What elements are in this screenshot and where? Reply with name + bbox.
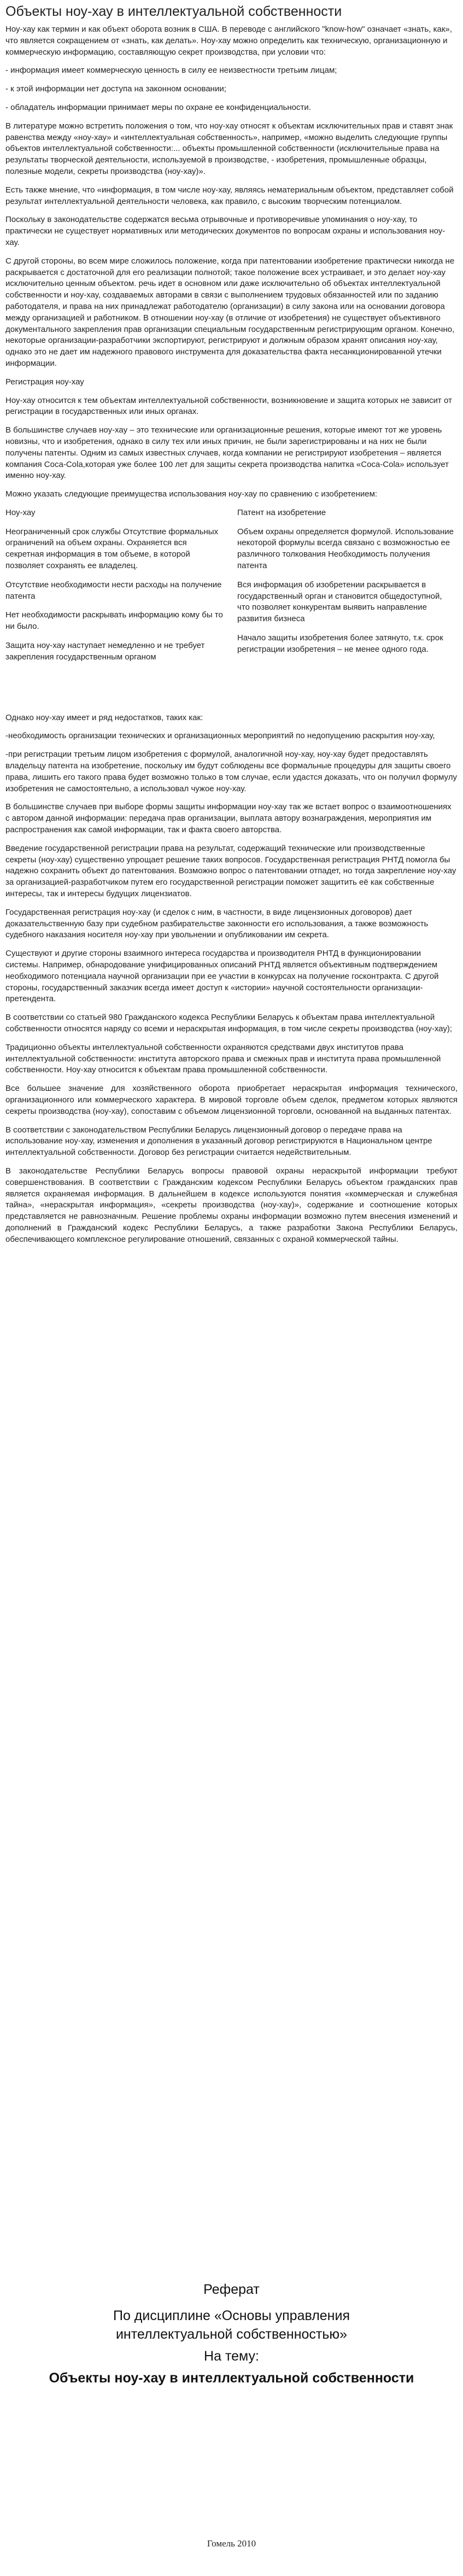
column-title: Патент на изобретение [237, 507, 326, 517]
comparison-item: Нет необходимости раскрывать информацию кому бы то ни было. [5, 610, 223, 632]
comparison-item: Объем охраны определяется формулой. Использование некоторой формулы всегда связано с возможностью ее различного толкования Необходимость получения патента [237, 527, 454, 571]
comparison-column-know-how [5, 507, 224, 671]
body-section-b [5, 395, 458, 500]
condition-item: - обладатель информации принимает меры по охране ее конфиденциальности. [5, 102, 311, 112]
comparison-item: Вся информация об изобретении раскрывается в государственный орган и становится общедоступной, что позволяет конкурентам выявить направление развития бизнеса [237, 580, 442, 624]
intro-paragraph: Ноу-хау как термин и как объект оборота возник в США. В переводе с английского "know-how" означает «знать, как», что является сокращением от «знать, как делать». Ноу-хау можно определить как техническую, организационную и коммерческую информацию, составляющую секрет производства, при условии что: [5, 25, 452, 57]
disadvantage-item: -при регистрации третьим лицом изобретения с формулой, аналогичной ноу-хау, ноу-хау будет предоставлять владельцу патента на изобретение, поскольку им будут соблюдены все формальные процедуры для защиты своего права, лишить его такого права будет возможно только в том случае, если удастся доказать, что он получил формулу изобретения не самостоятельно, а использовал чужое ноу-хау. [5, 750, 457, 793]
body-section-c [5, 802, 458, 1245]
condition-item: - к этой информации нет доступа на законном основании; [5, 84, 226, 94]
cover-referat: Реферат [203, 2282, 260, 2297]
body-paragraph: В соответствии с законодательством Республики Беларусь лицензионный договор о передаче права на использование ноу-хау, изменения и дополнения в указанный договор регистрируются в Национальном центре интеллектуальной собственности. Договор без регистрации считается недействительным. [5, 1125, 432, 1158]
disadvantages-section [5, 712, 458, 795]
intro-section [5, 24, 458, 114]
disadvantage-item: -необходимость организации технических и организационных мероприятий по недопущению раскрытия ноу-хау, [5, 731, 435, 741]
body-paragraph: Ноу-хау относится к тем объектам интеллектуальной собственности, возникновение и защита которых не зависит от регистрации в государственных или иных органах. [5, 395, 452, 417]
section-heading-registration: Регистрация ноу-хау [5, 377, 84, 387]
body-paragraph: В законодательстве Республики Беларусь вопросы правовой охраны нераскрытой информации требуют совершенствования. В соответствии с Гражданским кодексом Республики Беларусь объектом гражданских прав является охраняемая информация. В дальнейшем в кодексе используются понятия «коммерческая и служебная тайна», «нераскрытая информация», «секреты производства (ноу-хау)», содержание и соотношение которых представляется не равнозначным. Решение проблемы охраны информации возможно путем внесения изменений и дополнений в Гражданский кодекс Республики Беларусь, а также разработки Закона Республики Беларусь, обеспечивающего комплексное регулирование отношений, связанных с охраной коммерческой тайны. [5, 1166, 458, 1244]
cover-discipline: По дисциплине «Основы управления интеллектуальной собственностью» [113, 2308, 350, 2342]
body-paragraph: С другой стороны, во всем мире сложилось положение, когда при патентовании изобретение практически никогда не раскрывается с достаточной для его реализации полнотой; такое положение всех устраивает, и это делает ноу-хау исключительно ценным объектом. речь идет в основном или даже исключительно об объектах интеллектуальной собственности и ноу-хау, создаваемых авторами в связи с выполнением трудовых обязанностей или по заданию работодателя, и права на них принадлежат работодателю (организации) в силу закона или на основании договора между организацией и работником. В отношении ноу-хау (в отличие от изобретения) не существует объективного документального закрепления прав организации специальным государственным регистрирующим органом. Конечно, некоторые организации-разработчики экспортируют, регистрируют и должным образом хранят описания ноу-хау, однако это не дает им надежного правового инструмента для доказательства факта несанкционированной утечки информации. [5, 256, 455, 368]
comparison-table [5, 507, 458, 671]
comparison-item: Защита ноу-хау наступает немедленно и не требует закрепления государственным органом [5, 641, 205, 662]
column-title: Ноу-хау [5, 507, 36, 517]
cover-theme-label: На тему: [204, 2349, 259, 2364]
title-page-block [0, 2280, 463, 2387]
body-paragraph: Традиционно объекты интеллектуальной собственности охраняются средствами двух институтов права интеллектуальной собственности: института авторского права и смежных прав и института права промышленной собственности. Ноу-хау относится к объектам права промышленной собственности. [5, 1042, 441, 1075]
comparison-item: Отсутствие необходимости нести расходы на получение патента [5, 580, 222, 601]
body-paragraph: В соответствии со статьей 980 Гражданского кодекса Республики Беларусь к объектам права интеллектуальной собственности относятся наряду со всеми и нераскрытая информация, в том числе секреты производства (ноу-хау); [5, 1013, 453, 1033]
city-year-footer: Гомель 2010 [207, 2538, 256, 2549]
body-section-a [5, 121, 458, 370]
body-paragraph: Есть также мнение, что «информация, в том числе ноу-хау, являясь нематериальным объектом, представляет собой результат интеллектуальной деятельности человека, как правило, с высоким творческим потенциалом. [5, 185, 454, 206]
body-paragraph: Введение государственной регистрации права на результат, содержащий технические или производственные секреты (ноу-хау) существенно упрощает решение таких вопросов. Государственная регистрация РНТД помогла бы надежно сохранить объект до патентования. Возможно вопрос о патентовании отпадет, но тогда закрепление ноу-хау за организацией-разработчиком путем его государственной регистрации поможет защитить её как собственные интересы, так и интересы будущих лицензиатов. [5, 843, 456, 899]
body-paragraph: Поскольку в законодательстве содержатся весьма отрывочные и противоречивые упоминания о ноу-хау, то практически не существует нормативных или методических документов по вопросам охраны и использования ноу-хау. [5, 215, 446, 247]
comparison-item: Неограниченный срок службы Отсутствие формальных ограничений на объем охраны. Охраняется вся секретная информация в том объеме, в которой позволяет сохранять ее владелец. [5, 527, 219, 571]
body-paragraph: В большинстве случаев ноу-хау – это технические или организационные решения, которые имеют тот же уровень новизны, что и изобретения, однако в силу тех или иных причин, не были зарегистрированы и на них не были получены патенты. Одним из самых известных случаев, когда компании не регистрируют изобретения – является компания Coca-Cola,которая уже более 100 лет для защиты секрета производства напитка «Coca-Cola» использует именно ноу-хау. [5, 425, 449, 481]
body-paragraph: Существуют и другие стороны взаимного интереса государства и производителя РНТД в функционировании системы. Например, обнародование унифицированных описаний РНТД является объективным подтверждением необходимого потенциала научной организации при ее участии в конкурсах на получение госконтракта. С другой стороны, государственный заказчик всегда имеет доступ к «истории» научной состоятельности организации-претендента. [5, 949, 439, 1004]
disadvantages-intro: Однако ноу-хау имеет и ряд недостатков, таких как: [5, 712, 203, 722]
body-paragraph: Можно указать следующие преимущества использования ноу-хау по сравнению с изобретением: [5, 489, 378, 499]
body-paragraph: В литературе можно встретить положения о том, что ноу-хау относят к объектам исключительных прав и ставят знак равенства между «ноу-хау» и «интеллектуальная собственность», например, «можно выделить следующие группы объектов интеллектуальной собственности:... объекты промышленной собственности (исключительные права на результаты творческой деятельности, используемой в производстве, - изобретения, промышленные образцы, полезные модели, секреты производства (ноу-хау)». [5, 121, 453, 176]
comparison-column-patent [237, 507, 456, 671]
body-paragraph: В большинстве случаев при выборе формы защиты информации ноу-хау так же встает вопрос о взаимоотношениях с автором данной информации: передача прав организации, выплата автору вознаграждения, мероприятия им распространения как самой информации, так и факта своего авторства. [5, 802, 452, 835]
body-paragraph: Все большее значение для хозяйственного оборота приобретает нераскрытая информация технического, организационного или коммерческого характера. В мировой торговле объем сделок, предметом которых являются секреты производства (ноу-хау), сопоставим с объемом лицензионной торговли, основанной на выданных патентах. [5, 1084, 458, 1116]
cover-topic: Объекты ноу-хау в интеллектуальной собственности [49, 2370, 414, 2386]
spacer [5, 680, 458, 712]
condition-item: - информация имеет коммерческую ценность в силу ее неизвестности третьим лицам; [5, 66, 337, 75]
document-title: Объекты ноу-хау в интеллектуальной собственности [5, 4, 342, 19]
comparison-item: Начало защиты изобретения более затянуто, т.к. срок регистрации изобретения – не менее одного года. [237, 633, 443, 654]
body-paragraph: Государственная регистрация ноу-хау (и сделок с ним, в частности, в виде лицензионных договоров) дает доказательственную базу при судебном разбирательстве законности его использования, а также возможность судебного наказания носителя ноу-хау при увольнении и опубликовании им секрета. [5, 907, 429, 940]
